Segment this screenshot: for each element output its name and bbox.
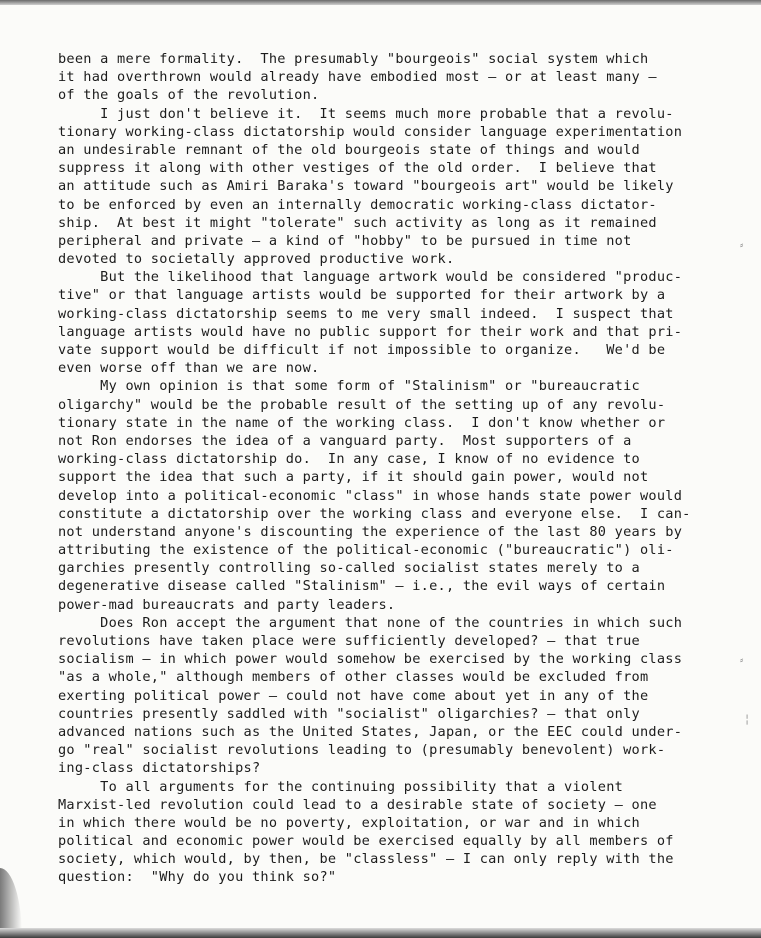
text-line: "as a whole," although members of other classes would be excluded from	[58, 669, 649, 686]
text-line: it had overthrown would already have embodied most — or at least many —	[58, 69, 657, 86]
text-line: in which there would be no poverty, exploitation, or war and in which	[58, 814, 640, 831]
text-line: ing-class dictatorships?	[58, 760, 261, 777]
text-line: attributing the existence of the political-economic ("bureaucratic") oli-	[58, 542, 674, 559]
text-line: advanced nations such as the United States, Japan, or the EEC could under-	[58, 723, 683, 740]
text-line: oligarchy" would be the probable result of the setting up of any revolu-	[58, 396, 666, 413]
page-bottom-edge	[0, 928, 761, 938]
text-line: ship. At best it might "tolerate" such activity as long as it remained	[58, 214, 657, 231]
text-line: garchies presently controlling so-called socialist states merely to a	[58, 560, 640, 577]
text-line: socialism — in which power would somehow be exercised by the working class	[58, 651, 683, 668]
text-line: working-class dictatorship do. In any case, I know of no evidence to	[58, 451, 640, 468]
text-line: not understand anyone's discounting the experience of the last 80 years by	[58, 523, 683, 540]
text-line: My own opinion is that some form of "Stalinism" or "bureaucratic	[58, 378, 640, 395]
text-line: countries presently saddled with "socialist" oligarchies? — that only	[58, 705, 640, 722]
text-line: constitute a dictatorship over the working class and everyone else. I can-	[58, 505, 691, 522]
text-line: of the goals of the revolution.	[58, 87, 320, 104]
text-line: to be enforced by even an internally democratic working-class dictator-	[58, 196, 657, 213]
text-line: society, which would, by then, be "classless" — I can only reply with the	[58, 851, 674, 868]
text-line: suppress it along with other vestiges of the old order. I believe that	[58, 160, 657, 177]
text-line: even worse off than we are now.	[58, 360, 320, 377]
text-line: degenerative disease called "Stalinism" — i.e., the evil ways of certain	[58, 578, 666, 595]
text-line: power-mad bureaucrats and party leaders.	[58, 596, 396, 613]
margin-speck: ⸗	[740, 655, 744, 666]
body-text	[58, 50, 738, 887]
text-line: tionary state in the name of the working class. I don't know whether or	[58, 414, 666, 431]
text-line: support the idea that such a party, if it should gain power, would not	[58, 469, 649, 486]
text-line: question: "Why do you think so?"	[58, 869, 337, 886]
margin-speck: ⸗	[740, 240, 744, 251]
text-line: not Ron endorses the idea of a vanguard party. Most supporters of a	[58, 432, 632, 449]
text-line: been a mere formality. The presumably "bourgeois" social system which	[58, 51, 649, 67]
text-line: develop into a political-economic "class" in whose hands state power would	[58, 487, 683, 504]
text-line: an attitude such as Amiri Baraka's toward "bourgeois art" would be likely	[58, 178, 674, 195]
text-line: I just don't believe it. It seems much more probable that a revolu-	[58, 105, 674, 122]
text-line: go "real" socialist revolutions leading to (presumably benevolent) work-	[58, 742, 666, 759]
text-line: peripheral and private — a kind of "hobby" to be pursued in time not	[58, 232, 632, 249]
text-line: Does Ron accept the argument that none of the countries in which such	[58, 614, 683, 631]
margin-speck: ╎	[744, 715, 751, 726]
text-line: an undesirable remnant of the old bourgeois state of things and would	[58, 141, 640, 158]
text-line: But the likelihood that language artwork would be considered "produc-	[58, 269, 683, 286]
text-line: tionary working-class dictatorship would consider language experimentation	[58, 123, 683, 140]
text-line: revolutions have taken place were sufficiently developed? — that true	[58, 633, 640, 649]
text-line: vate support would be difficult if not impossible to organize. We'd be	[58, 342, 666, 358]
text-line: devoted to societally approved productive work.	[58, 251, 455, 268]
text-line: tive" or that language artists would be supported for their artwork by a	[58, 287, 666, 304]
text-line: To all arguments for the continuing possibility that a violent	[58, 778, 624, 795]
text-line: working-class dictatorship seems to me very small indeed. I suspect that	[58, 305, 674, 322]
page-top-edge	[0, 0, 761, 5]
text-line: Marxist-led revolution could lead to a desirable state of society — one	[58, 796, 657, 813]
text-line: political and economic power would be exercised equally by all members of	[58, 833, 674, 850]
text-line: exerting political power — could not have come about yet in any of the	[58, 687, 649, 704]
text-line: language artists would have no public support for their work and that pri-	[58, 323, 683, 340]
